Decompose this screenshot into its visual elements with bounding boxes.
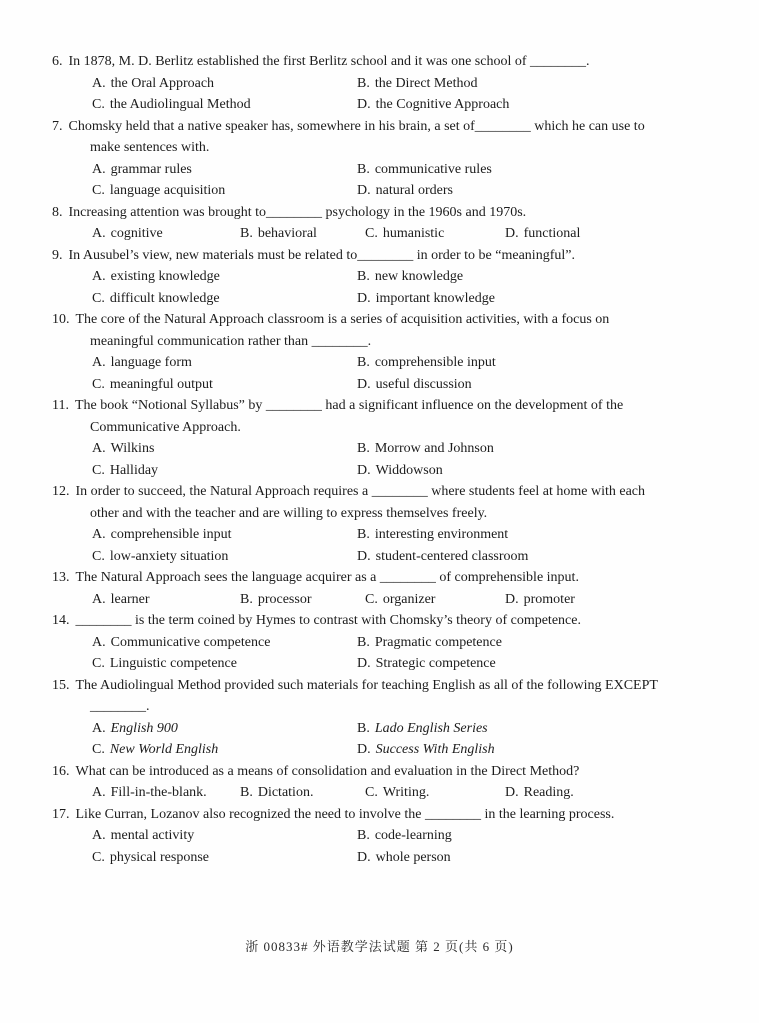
option-text: important knowledge: [375, 290, 495, 306]
option-label: B.: [357, 720, 370, 736]
option-text: Halliday: [109, 462, 159, 478]
option-text: English 900: [110, 720, 178, 736]
option-text: new knowledge: [374, 269, 464, 284]
question-text: [52, 567, 664, 589]
option-text: the Direct Method: [374, 75, 478, 91]
question-number: 13.: [52, 570, 70, 585]
option-text: Linguistic competence: [109, 656, 237, 671]
options: [52, 825, 664, 868]
option-b: [357, 524, 664, 546]
option-label: A.: [92, 226, 106, 241]
question-text: [52, 610, 664, 632]
option-text: Wilkins: [110, 441, 155, 456]
option-c: [365, 223, 505, 245]
options: [52, 589, 664, 611]
option-text: interesting environment: [374, 527, 509, 542]
option-label: A.: [92, 355, 106, 370]
option-label: B.: [357, 634, 370, 650]
option-text: processor: [257, 591, 312, 607]
question-list: [52, 51, 664, 868]
option-b: [357, 438, 664, 460]
option-label: D.: [357, 742, 371, 757]
option-label: C.: [92, 462, 105, 478]
option-text: Writing.: [382, 785, 430, 800]
option-text: humanistic: [382, 226, 445, 241]
option-text: the Oral Approach: [110, 75, 215, 91]
question-number: 15.: [52, 677, 70, 693]
option-label: C.: [365, 226, 378, 241]
option-b: [357, 266, 664, 288]
question-body: In order to succeed, the Natural Approach requires a ________ where students feel at home with each other and with the teacher and are willing to express themselves freely.: [75, 484, 646, 521]
option-text: comprehensible input: [110, 527, 232, 542]
page-footer: 浙 00833# 外语教学法试题 第 2 页(共 6 页): [245, 939, 514, 954]
question: [52, 567, 664, 610]
option-label: B.: [240, 591, 253, 607]
option-label: C.: [92, 548, 105, 564]
option-label: A.: [92, 75, 106, 91]
option-text: Fill-in-the-blank.: [110, 785, 207, 800]
option-text: promoter: [523, 591, 575, 607]
option-label: A.: [92, 269, 106, 284]
option-d: [357, 180, 664, 202]
option-label: D.: [505, 591, 519, 607]
option-text: Strategic competence: [375, 656, 496, 671]
option-label: B.: [357, 355, 370, 370]
option-label: A.: [92, 161, 106, 177]
option-label: A.: [92, 441, 106, 456]
options: [52, 266, 664, 309]
option-c: [365, 782, 505, 804]
question: [52, 202, 664, 245]
question-number: 8.: [52, 204, 63, 220]
options: [52, 73, 664, 116]
question-text: [52, 675, 664, 718]
options: [52, 159, 664, 202]
option-label: B.: [357, 161, 370, 177]
option-d: [357, 739, 664, 761]
option-label: A.: [92, 527, 106, 542]
question-number: 7.: [52, 118, 63, 134]
option-label: D.: [357, 183, 371, 198]
option-label: C.: [92, 656, 105, 671]
option-label: D.: [357, 548, 371, 564]
option-b: [240, 782, 365, 804]
question-text: [52, 116, 664, 159]
question-body: The Audiolingual Method provided such materials for teaching English as all of the following EXCEPT ________.: [75, 677, 658, 714]
option-c: [92, 288, 357, 310]
options: [52, 718, 664, 761]
option-b: [357, 159, 664, 181]
option-label: C.: [92, 742, 105, 757]
option-d: [357, 546, 664, 568]
option-text: communicative rules: [374, 161, 492, 177]
option-b: [240, 223, 365, 245]
option-text: whole person: [375, 849, 451, 865]
option-text: comprehensible input: [374, 355, 496, 370]
option-d: [505, 223, 664, 245]
option-c: [92, 180, 357, 202]
option-text: language form: [110, 355, 192, 370]
option-label: C.: [92, 290, 105, 306]
question: [52, 395, 664, 481]
question-text: [52, 761, 664, 783]
option-text: Reading.: [523, 785, 574, 800]
option-text: learner: [110, 591, 150, 607]
option-a: [92, 266, 357, 288]
option-b: [357, 632, 664, 654]
question-number: 17.: [52, 806, 70, 822]
option-label: B.: [357, 441, 370, 456]
option-text: physical response: [109, 849, 209, 865]
option-text: cognitive: [110, 226, 163, 241]
option-a: [92, 159, 357, 181]
option-d: [357, 374, 664, 396]
option-label: D.: [357, 376, 371, 392]
question: [52, 610, 664, 675]
option-label: D.: [357, 97, 371, 112]
option-label: D.: [357, 290, 371, 306]
option-text: Lado English Series: [374, 720, 488, 736]
option-text: low-anxiety situation: [109, 548, 229, 564]
question-text: [52, 309, 664, 352]
option-d: [357, 653, 664, 675]
option-b: [357, 73, 664, 95]
question-text: [52, 395, 664, 438]
option-d: [357, 847, 664, 869]
option-label: B.: [357, 75, 370, 91]
option-label: C.: [92, 97, 105, 112]
option-text: organizer: [382, 591, 436, 607]
options: [52, 632, 664, 675]
option-label: D.: [357, 849, 371, 865]
option-b: [240, 589, 365, 611]
option-c: [92, 739, 357, 761]
option-text: Widdowson: [375, 462, 443, 478]
question-body: In 1878, M. D. Berlitz established the first Berlitz school and it was one school of ________.: [68, 54, 590, 69]
option-text: mental activity: [110, 828, 195, 843]
option-label: A.: [92, 591, 106, 607]
option-text: grammar rules: [110, 161, 192, 177]
question-body: What can be introduced as a means of consolidation and evaluation in the Direct Method?: [75, 763, 580, 779]
option-c: [92, 94, 357, 116]
option-label: D.: [505, 226, 519, 241]
question-text: [52, 804, 664, 826]
options: [52, 524, 664, 567]
option-a: [92, 73, 357, 95]
question: [52, 116, 664, 202]
option-text: meaningful output: [109, 376, 213, 392]
options: [52, 352, 664, 395]
option-text: behavioral: [257, 226, 317, 241]
question-body: Increasing attention was brought to________ psychology in the 1960s and 1970s.: [68, 204, 527, 220]
option-c: [92, 847, 357, 869]
option-a: [92, 223, 240, 245]
option-text: functional: [523, 226, 581, 241]
option-c: [92, 460, 357, 482]
question-body: The book “Notional Syllabus” by ________ had a significant influence on the development of the Communicative Approach.: [74, 398, 624, 435]
option-b: [357, 352, 664, 374]
option-text: Dictation.: [257, 785, 314, 800]
option-d: [505, 782, 664, 804]
option-text: the Audiolingual Method: [109, 97, 251, 112]
question-body: The core of the Natural Approach classroom is a series of acquisition activities, with a focus on meaningful communication rather than ________.: [75, 312, 610, 349]
question-number: 11.: [52, 398, 69, 413]
option-label: C.: [365, 591, 378, 607]
option-a: [92, 632, 357, 654]
question-body: In Ausubel’s view, new materials must be related to________ in order to be “meaningful”.: [68, 247, 575, 263]
question-text: [52, 481, 664, 524]
option-text: code-learning: [374, 828, 452, 843]
option-a: [92, 782, 240, 804]
question-number: 9.: [52, 247, 63, 263]
question-body: Chomsky held that a native speaker has, somewhere in his brain, a set of________ which he can use to make sentences with.: [68, 118, 645, 155]
option-label: B.: [357, 828, 370, 843]
options: [52, 782, 664, 804]
question-body: Like Curran, Lozanov also recognized the need to involve the ________ in the learning process.: [75, 806, 615, 822]
option-text: natural orders: [375, 183, 453, 198]
option-label: A.: [92, 785, 106, 800]
question: [52, 804, 664, 869]
option-label: B.: [240, 785, 253, 800]
option-label: B.: [240, 226, 253, 241]
option-text: Morrow and Johnson: [374, 441, 494, 456]
question-text: [52, 202, 664, 224]
option-text: student-centered classroom: [375, 548, 529, 564]
option-a: [92, 524, 357, 546]
option-label: C.: [92, 376, 105, 392]
option-a: [92, 438, 357, 460]
options: [52, 223, 664, 245]
question-body: The Natural Approach sees the language acquirer as a ________ of comprehensible input.: [75, 570, 579, 585]
question: [52, 245, 664, 310]
option-d: [357, 94, 664, 116]
option-a: [92, 718, 357, 740]
question-text: [52, 51, 664, 73]
question-number: 12.: [52, 484, 70, 499]
option-label: C.: [92, 183, 105, 198]
question-body: ________ is the term coined by Hymes to contrast with Chomsky’s theory of competence.: [75, 613, 581, 628]
question-number: 14.: [52, 613, 70, 628]
option-label: B.: [357, 269, 370, 284]
question-number: 10.: [52, 312, 70, 327]
option-text: useful discussion: [375, 376, 472, 392]
option-c: [92, 374, 357, 396]
question: [52, 309, 664, 395]
option-text: existing knowledge: [110, 269, 220, 284]
option-label: C.: [365, 785, 378, 800]
option-a: [92, 352, 357, 374]
option-text: New World English: [109, 742, 219, 757]
option-text: Success With English: [375, 742, 495, 757]
option-c: [92, 546, 357, 568]
option-a: [92, 825, 357, 847]
option-text: language acquisition: [109, 183, 226, 198]
option-b: [357, 825, 664, 847]
option-b: [357, 718, 664, 740]
option-c: [365, 589, 505, 611]
option-text: difficult knowledge: [109, 290, 220, 306]
question: [52, 481, 664, 567]
option-label: A.: [92, 634, 106, 650]
option-label: D.: [357, 656, 371, 671]
option-label: B.: [357, 527, 370, 542]
option-c: [92, 653, 357, 675]
option-text: the Cognitive Approach: [375, 97, 510, 112]
question-text: [52, 245, 664, 267]
question: [52, 675, 664, 761]
options: [52, 438, 664, 481]
question-number: 6.: [52, 54, 63, 69]
question: [52, 761, 664, 804]
option-d: [505, 589, 664, 611]
option-text: Pragmatic competence: [374, 634, 502, 650]
option-label: D.: [357, 462, 371, 478]
question-number: 16.: [52, 763, 70, 779]
option-label: C.: [92, 849, 105, 865]
option-a: [92, 589, 240, 611]
option-d: [357, 460, 664, 482]
option-label: D.: [505, 785, 519, 800]
option-text: Communicative competence: [110, 634, 271, 650]
option-label: A.: [92, 828, 106, 843]
option-label: A.: [92, 720, 106, 736]
question: [52, 51, 664, 116]
option-d: [357, 288, 664, 310]
